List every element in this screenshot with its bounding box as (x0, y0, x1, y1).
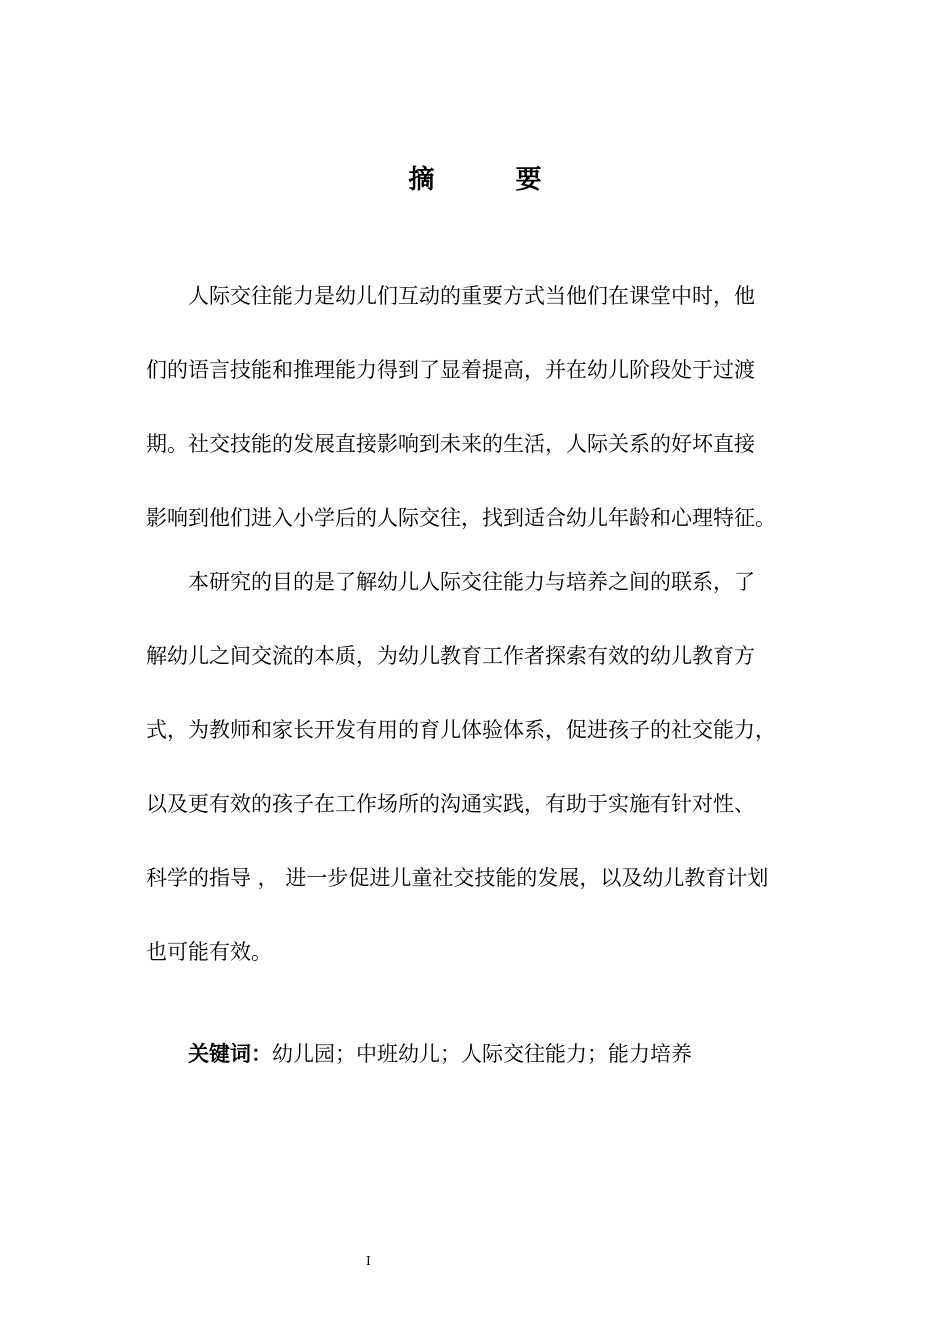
page-title: 摘 要 (408, 165, 578, 195)
paragraph-2-line-3: 式，为教师和家长开发有用的育儿体验体系，促进孩子的社交能力， (146, 718, 776, 742)
keywords-label: 关键词： (188, 1042, 272, 1066)
paragraph-2-line-4: 以及更有效的孩子在工作场所的沟通实践，有助于实施有针对性、 (146, 792, 755, 816)
page-number: I (366, 1254, 371, 1268)
keywords-line (188, 1039, 692, 1069)
paragraph-2-line-6: 也可能有效。 (146, 940, 272, 964)
paragraph-1-line-3: 期。社交技能的发展直接影响到未来的生活，人际关系的好坏直接 (146, 432, 755, 456)
paragraph-1-line-2: 们的语言技能和推理能力得到了显着提高，并在幼儿阶段处于过渡 (146, 358, 755, 382)
keywords-value: 幼儿园；中班幼儿；人际交往能力；能力培养 (272, 1042, 692, 1066)
paragraph-1-line-4: 影响到他们进入小学后的人际交往，找到适合幼儿年龄和心理特征。 (146, 506, 776, 530)
paragraph-2-line-1: 本研究的目的是了解幼儿人际交往能力与培养之间的联系，了 (188, 570, 755, 594)
paragraph-2-line-5: 科学的指导 ， 进一步促进儿童社交技能的发展，以及幼儿教育计划 (146, 866, 769, 890)
paragraph-1-line-1: 人际交往能力是幼儿们互动的重要方式当他们在课堂中时，他 (188, 284, 755, 308)
paragraph-2-line-2: 解幼儿之间交流的本质，为幼儿教育工作者探索有效的幼儿教育方 (146, 644, 755, 668)
